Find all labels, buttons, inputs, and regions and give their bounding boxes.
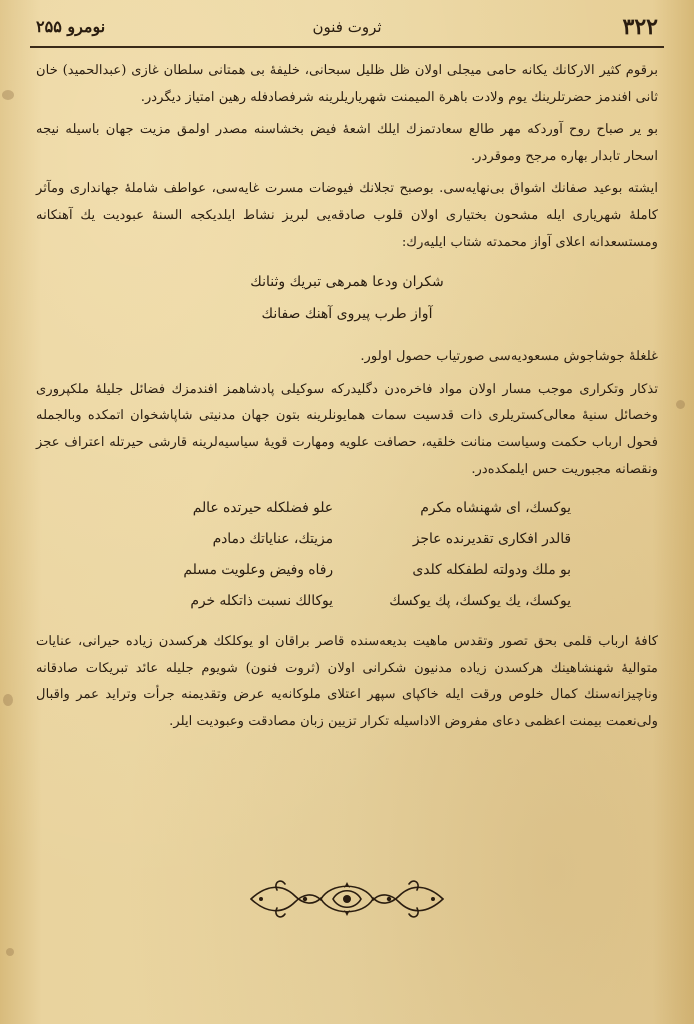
hemistich: يوكسك، يك يوكسك، پك يوكسك — [389, 593, 571, 610]
page-number: ۳۲۲ — [622, 14, 658, 40]
hemistich: رفاه وفيض وعلويت مسلم — [183, 562, 333, 579]
paper-stain — [3, 694, 13, 706]
paragraph: تذكار وتكرارى موجب مسار اولان مواد فاخره‌دن دگليدركه سوكيلى پادشاهمز افندمزك فضائل جليلهٔ ملكپرورى وخصائل سنيهٔ معالى‌كستريلرى ذات قدسيت سمات همايونلرينه بتون جهان مدنيتى شاپاشخوان اتمكده وبالجمله فحول ارباب حكمت وسياست منانت خلقيه، حصافت علويه ومهارت قويهٔ سياسيه‌لرينه قارشى حيرتله اعتراف عجز ونقصانه مجبوريت حس ايلمكده‌در. — [36, 381, 658, 477]
hemistich: علو فضلكله حيرتده عالم — [192, 500, 333, 517]
paragraph: كافهٔ ارباب قلمى بحق تصور وتقدس ماهيت بديعه‌سنده قاصر براقان او يوكلكك هركسدن زياده حيرانى، عنايات متواليهٔ شهنشاهينك هركسدن زياده مدنيون شكرانى اولان (ثروت فنون) شويوم جليله عائد تبريكات صادقانه وناچيزانه‌سنك كمال خلوص ورقت ايله خاكپاى سپهر اعتلاى ملوكانه‌يه عرض وتقديمنه جرأت وترايد عمر واقبال ولى‌نعمت بيمنت اعظمى دعاى مفروض الاداسيله تكرار تزيين زبان مصادقت وعبوديت ايلر. — [36, 634, 658, 729]
page-header — [36, 14, 658, 48]
paper-stain — [676, 400, 685, 409]
issue-number: نومرو ۲۵۵ — [36, 17, 106, 36]
couplet — [36, 555, 658, 586]
poem-block — [36, 493, 658, 617]
paper-stain — [2, 90, 14, 100]
couplet — [36, 586, 658, 617]
hemistich: مزيتك، عناياتك دمادم — [212, 531, 333, 548]
hemistich: يوكالك نسبت ذاتكله خرم — [190, 593, 333, 610]
paper-stain — [6, 948, 14, 956]
paragraph: ايشته بوعيد صفانك اشواق بى‌نهايه‌سى. بوصبح تجلانك فيوضات مسرت غايه‌سى، عواطف شاملهٔ جهانداری ومآثر كاملهٔ شهريارى ايله مشحون بختيارى اولان قلوب صادقه‌يى لبريز نشاط ايلديكجه السنهٔ عبوديت يك آهنكانه ومستسعدانه اعلاى آواز محمدته شتاب ايليه‌رك: — [36, 181, 658, 250]
hemistich: قالدر افكارى تقديرنده عاجز — [412, 531, 571, 548]
floral-ornament-icon — [247, 876, 447, 922]
couplet — [36, 493, 658, 524]
verse-line: شكران ودعا همرهى تبريك وثنانك — [250, 274, 444, 291]
verse-line: آواز طرب پيروى آهنك صفانك — [261, 306, 433, 323]
couplet — [36, 524, 658, 555]
hemistich: يوكسك، اى شهنشاه مكرم — [420, 500, 571, 517]
verse-block — [36, 266, 658, 330]
paragraph: بو ير صباح روح آوردكه مهر طالع سعادتمزك ايلك اشعهٔ فيض بخشاسنه مصدر اولمق مزيت جهان باسيله نيجه اسحار تابدار بهاره مرجح وموقردر. — [36, 122, 658, 164]
header-rule — [30, 46, 664, 48]
paragraph: غلغلهٔ جوشاجوش مسعوديه‌سى صورتياب حصول اولور. — [360, 349, 658, 365]
paragraph: برقوم كثير الاركانك يكانه حامى ميجلى اولان ظل ظليل سبحانى، خليفهٔ بى همتانى سلطان غازى (عبدالحميد) خان ثانى افندمز حضرتلرينك يوم ولادت باهرة الميمنت شهرياريلرينه شرفصادفله رهين امتياز ديگردر. — [36, 63, 658, 105]
hemistich: بو ملك ودولته لطفكله كلدى — [412, 562, 571, 579]
article-body — [36, 58, 658, 736]
publication-title: ثروت فنون — [312, 18, 382, 36]
